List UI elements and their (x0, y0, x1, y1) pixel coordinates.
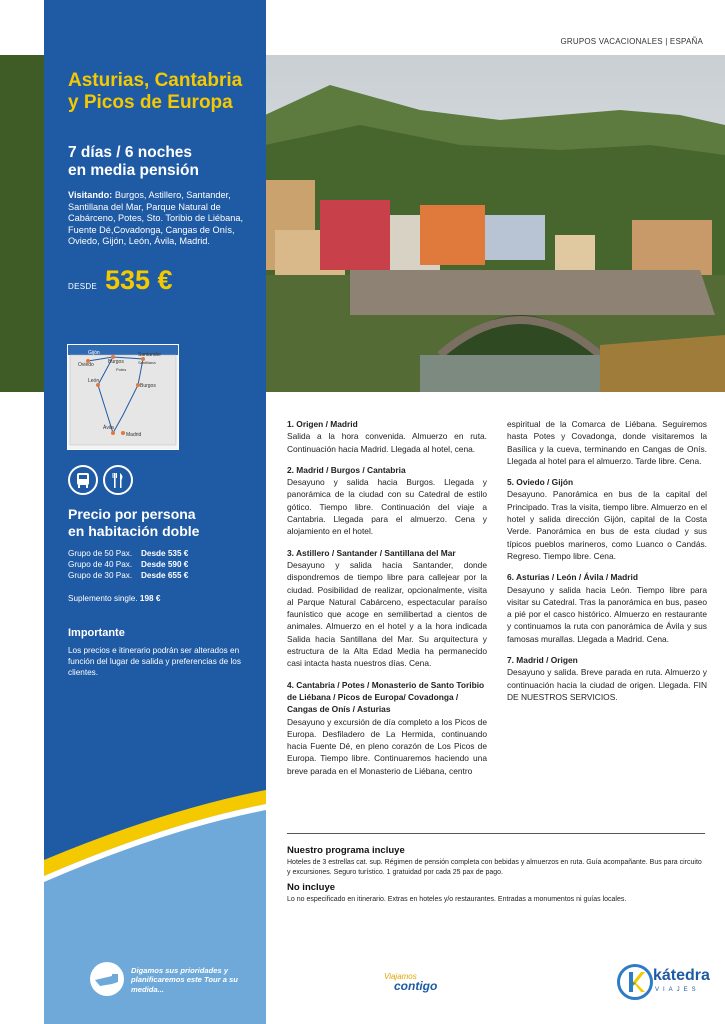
viajamos-contigo-logo (384, 972, 454, 993)
day-text: Desayuno y excursión de día completo a los Picos de Europa. Desfiladero de La Hermida, continuando hacia Fuente Dé, en pleno corazón de Los Picos de Europa. Tiempo libre. Continuaremos haciendo una breve parada en el Monasterio de Liébana, centro (287, 716, 487, 776)
group-price-row (68, 571, 189, 580)
includes-title: Nuestro programa incluye (287, 845, 405, 856)
group-label: Grupo de 40 Pax. (68, 560, 133, 569)
itinerary-day (287, 464, 487, 538)
map-label: Burgos (140, 383, 156, 389)
day-title: 1. Origen / Madrid (287, 419, 358, 429)
day-title: 2. Madrid / Burgos / Cantabria (287, 464, 406, 475)
route-map (67, 344, 179, 450)
day-text: Desayuno y salida hacia Santander, donde dispondremos de tiempo libre para callejear por la ciudad. Posibilidad de realizar, opcionalmente, visita al Parque Natural Cabárceno, espectacular paraíso faunístico que acoge en semilibertad a cientos de animales. Almuerzo en el hotel y a la hora indicada Salida hacia Santillana del Mar. Su arquitectura y estructura de la Alta Edad Media ha permanecido casi intacta hasta nuestros días. Cena. (287, 559, 487, 669)
day-text: Salida a la hora convenida. Almuerzo en ruta. Continuación hacia Madrid. Llegada al hotel, cena. (287, 431, 487, 454)
not-included-text: Lo no especificado en itinerario. Extras en hoteles y/o restaurantes. Entradas a monumentos ni guías locales. (287, 896, 627, 903)
supplement-value: 198 € (139, 594, 161, 603)
itinerary-day (287, 418, 487, 455)
day-text: Desayuno y salida hacia Burgos. Llegada y panorámica de la ciudad con su Catedral de estilo gótico. Tiempo libre. Continuación del viaje a Cantabria. Llegada para el almuerzo. Cena y alojamiento en el hotel. (287, 477, 487, 537)
tour-title (68, 70, 263, 114)
header-category: GRUPOS VACACIONALES | ESPAÑA (560, 37, 703, 46)
bus-icon (68, 465, 98, 495)
price-from-label: DESDE (68, 282, 98, 291)
supplement-label: Suplemento single. (68, 594, 138, 603)
map-label: Gijón (88, 350, 100, 356)
group-label: Grupo de 30 Pax. (68, 571, 133, 580)
map-label: Potes (116, 367, 127, 372)
map-label: Santillana (138, 360, 156, 365)
map-label: Oviedo (78, 362, 94, 368)
itinerary-day (287, 547, 487, 670)
group-price: Desde 655 € (141, 571, 189, 580)
itinerary-column-1 (287, 418, 487, 786)
day-text: Desayuno y salida. Breve parada en ruta. Almuerzo y continuación hacia la ciudad de origen. Llegada. FIN DE NUESTROS SERVICIOS. (507, 667, 707, 702)
map-label: Burgos (108, 359, 124, 365)
not-included-title: No incluye (287, 882, 336, 893)
visiting-places: Burgos, Astillero, Santander, Santillana del Mar, Parque Natural de Cabárceno, Potes, Sto. Toribio de Liébana, Fuente Dé,Covadonga, Cangas de Onís, Oviedo, Gijón, León, Ávila, Madrid. (68, 190, 244, 247)
price-title-line1: Precio por persona (68, 506, 196, 522)
itinerary-day-continued (507, 418, 707, 467)
map-label: Madrid (126, 432, 142, 438)
itinerary-column-2 (507, 418, 707, 712)
tour-duration (68, 144, 258, 180)
logo-text-2: contigo (394, 979, 438, 993)
logo-text-1: Viajamos (384, 972, 417, 981)
price-per-person-title (68, 506, 258, 540)
day-title: 4. Cantabria / Potes / Monasterio de Santo Toribio de Liébana / Picos de Europa/ Covadonga / Cangas de Onís / Asturias (287, 679, 485, 715)
map-label: León (88, 378, 100, 384)
brand-name: kátedra (653, 967, 710, 984)
price-title-line2: en habitación doble (68, 523, 200, 539)
tour-title-line2: y Picos de Europa (68, 92, 233, 113)
tour-title-line1: Asturias, Cantabria (68, 70, 243, 91)
itinerary-day (507, 654, 707, 703)
map-label: Ávila (103, 425, 114, 431)
katedra-logo (617, 964, 710, 998)
single-supplement (68, 594, 160, 603)
day-title: 6. Asturias / León / Ávila / Madrid (507, 572, 638, 583)
itinerary-day (507, 476, 707, 562)
group-price: Desde 590 € (141, 560, 189, 569)
katedra-mark-icon (617, 964, 653, 1000)
slogan: Digamos sus prioridades y planificaremos este Tour a su medida... (131, 966, 238, 994)
group-price-row (68, 560, 189, 569)
visiting-text (68, 190, 260, 248)
pointing-hand-icon (90, 962, 124, 996)
day-text: espiritual de la Comarca de Liébana. Seguiremos hasta Potes y Covadonga, donde visitaremos la Basílica y la cueva, terminando en Cangas de Onís. Llegada al hotel para el almuerzo. Tarde libre. Cena. (507, 419, 707, 466)
day-title: 7. Madrid / Origen (507, 655, 578, 666)
day-text: Desayuno. Panorámica en bus de la capital del Principado. Tras la visita, tiempo libre. Almuerzo en el hotel y salida dirección Gijón, capital de la Costa Verde. Panorámica en bus de esta ciudad y sus típicos pueblos marineros, como Luanco o Candás. Regreso. Tiempo libre. Cena. (507, 489, 707, 561)
brand-subtitle: VIAJES (655, 987, 700, 993)
day-text: Desayuno y salida hacia León. Tiempo libre para visitar su Catedral. Tras la panorámica en bus, paseo a pié por el casco histórico. Almuerzo en restaurante y continuamos la ruta con panorámica de Ávila y sus famosas murallas. Llegada a Madrid. Cena. (507, 584, 707, 644)
group-price-row (68, 549, 189, 558)
duration-line1: 7 días / 6 noches (68, 144, 193, 161)
day-title: 5. Oviedo / Gijón (507, 477, 574, 488)
duration-line2: en media pensión (68, 162, 199, 179)
map-label: Santander (138, 352, 162, 358)
group-label: Grupo de 50 Pax. (68, 549, 133, 558)
divider (287, 833, 705, 834)
includes-text: Hoteles de 3 estrellas cat. sup. Régimen de pensión completa con bebidas y almuerzos en ruta. Guía acompañante. Bus para circuito y excursiones. Seguro turístico. 1 gratuidad por cada 25 pax de pago. (287, 859, 702, 876)
cutlery-icon (103, 465, 133, 495)
itinerary-day (287, 679, 487, 777)
important-text: Los precios e itinerario podrán ser alterados en función del lugar de salida y preferencias de los clientes. (68, 646, 241, 677)
day-title: 3. Astillero / Santander / Santillana del Mar (287, 547, 456, 558)
itinerary-day (507, 571, 707, 645)
price-from-value: 535 € (105, 265, 173, 295)
visiting-label: Visitando: (68, 190, 113, 200)
group-price: Desde 535 € (141, 549, 189, 558)
important-title: Importante (68, 627, 125, 639)
